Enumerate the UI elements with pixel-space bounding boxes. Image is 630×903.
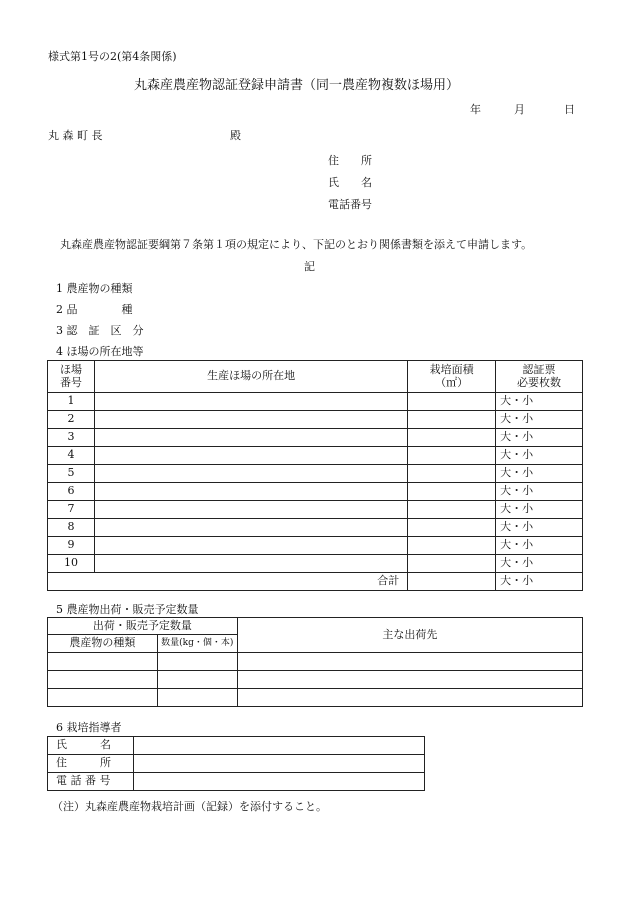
cert-size-cell[interactable]: 大・小	[496, 483, 583, 501]
table-row	[48, 483, 583, 501]
location-cell[interactable]	[94, 555, 407, 573]
item-crop-type: 1 農産物の種類	[56, 282, 133, 295]
row-number: 7	[48, 501, 95, 519]
cert-size-cell[interactable]: 大・小	[496, 447, 583, 465]
instructor-address-field[interactable]	[133, 755, 424, 773]
shipping-table	[47, 617, 583, 707]
row-number: 8	[48, 519, 95, 537]
row-number: 4	[48, 447, 95, 465]
footnote: （注）丸森産農産物栽培計画（記録）を添付すること。	[52, 800, 327, 813]
location-cell[interactable]	[94, 393, 407, 411]
crop-type-cell[interactable]	[48, 689, 158, 707]
table-row	[48, 447, 583, 465]
date-month-label: 月	[514, 103, 525, 116]
table-row	[48, 653, 583, 671]
instructor-phone-label: 電 話 番 号	[48, 773, 134, 791]
crop-type-cell[interactable]	[48, 653, 158, 671]
table-header-row	[48, 361, 583, 393]
table-row	[48, 689, 583, 707]
area-cell[interactable]	[408, 447, 496, 465]
instructor-table	[47, 736, 425, 791]
row-number: 2	[48, 411, 95, 429]
header-location: 生産ほ場の所在地	[94, 361, 407, 393]
row-number: 3	[48, 429, 95, 447]
item-cert-category: 3 認 証 区 分	[56, 324, 144, 337]
area-cell[interactable]	[408, 465, 496, 483]
cert-size-cell[interactable]: 大・小	[496, 519, 583, 537]
instructor-phone-field[interactable]	[133, 773, 424, 791]
intro-text: 丸森産農産物認証要綱第７条第１項の規定により、下記のとおり関係書類を添えて申請します。	[60, 238, 533, 251]
crop-type-header: 農産物の種類	[48, 635, 158, 653]
header-cert-count: 認証票 必要枚数	[496, 361, 583, 393]
header-field-no: ほ場 番号	[48, 361, 95, 393]
cert-size-cell[interactable]: 大・小	[496, 465, 583, 483]
quantity-cell[interactable]	[157, 653, 237, 671]
area-cell[interactable]	[408, 411, 496, 429]
destination-header: 主な出荷先	[237, 618, 582, 653]
form-number: 様式第1号の2(第4条関係)	[48, 50, 177, 63]
cert-size-cell[interactable]: 大・小	[496, 501, 583, 519]
applicant-name-label: 氏 名	[328, 176, 372, 189]
form-title: 丸森産農産物認証登録申請書（同一農産物複数ほ場用）	[134, 78, 460, 93]
total-row	[48, 573, 583, 591]
total-area-cell[interactable]	[408, 573, 496, 591]
row-number: 10	[48, 555, 95, 573]
row-number: 6	[48, 483, 95, 501]
table-row	[48, 671, 583, 689]
location-cell[interactable]	[94, 501, 407, 519]
area-cell[interactable]	[408, 393, 496, 411]
header-area: 栽培面積 （㎡）	[408, 361, 496, 393]
cert-size-cell[interactable]: 大・小	[496, 537, 583, 555]
date-year-label: 年	[470, 103, 481, 116]
destination-cell[interactable]	[237, 653, 582, 671]
applicant-phone-label: 電話番号	[328, 198, 372, 211]
total-cert-size-cell[interactable]: 大・小	[496, 573, 583, 591]
shipping-heading: 5 農産物出荷・販売予定数量	[56, 603, 199, 616]
quantity-header: 数量(kg・個・本)	[157, 635, 237, 653]
cert-size-cell[interactable]: 大・小	[496, 429, 583, 447]
location-cell[interactable]	[94, 519, 407, 537]
instructor-phone-row	[48, 773, 425, 791]
applicant-address-label: 住 所	[328, 154, 372, 167]
date-day-label: 日	[564, 103, 575, 116]
area-cell[interactable]	[408, 537, 496, 555]
table-row	[48, 393, 583, 411]
crop-type-cell[interactable]	[48, 671, 158, 689]
location-cell[interactable]	[94, 483, 407, 501]
location-cell[interactable]	[94, 447, 407, 465]
addressee-honorific: 殿	[230, 129, 241, 142]
cert-size-cell[interactable]: 大・小	[496, 555, 583, 573]
table-row	[48, 519, 583, 537]
shipping-header-row	[48, 618, 583, 635]
item-variety: 2 品 種	[56, 303, 133, 316]
cert-size-cell[interactable]: 大・小	[496, 411, 583, 429]
row-number: 9	[48, 537, 95, 555]
quantity-cell[interactable]	[157, 671, 237, 689]
instructor-address-label: 住 所	[48, 755, 134, 773]
table-row	[48, 537, 583, 555]
table-row	[48, 465, 583, 483]
shipping-group-header: 出荷・販売予定数量	[48, 618, 238, 635]
ki-marker: 記	[304, 260, 315, 273]
area-cell[interactable]	[408, 555, 496, 573]
instructor-heading: 6 栽培指導者	[56, 721, 122, 734]
location-cell[interactable]	[94, 429, 407, 447]
row-number: 5	[48, 465, 95, 483]
addressee-name: 丸 森 町 長	[48, 129, 103, 142]
instructor-name-row	[48, 737, 425, 755]
location-cell[interactable]	[94, 537, 407, 555]
instructor-name-label: 氏 名	[48, 737, 134, 755]
total-label: 合計	[48, 573, 408, 591]
location-cell[interactable]	[94, 411, 407, 429]
quantity-cell[interactable]	[157, 689, 237, 707]
table-row	[48, 411, 583, 429]
table-row	[48, 501, 583, 519]
instructor-name-field[interactable]	[133, 737, 424, 755]
area-cell[interactable]	[408, 519, 496, 537]
item-field-location: 4 ほ場の所在地等	[56, 345, 144, 358]
area-cell[interactable]	[408, 501, 496, 519]
field-location-table	[47, 360, 583, 591]
cert-size-cell[interactable]: 大・小	[496, 393, 583, 411]
table-row	[48, 555, 583, 573]
area-cell[interactable]	[408, 429, 496, 447]
destination-cell[interactable]	[237, 671, 582, 689]
location-cell[interactable]	[94, 465, 407, 483]
table-row	[48, 429, 583, 447]
instructor-address-row	[48, 755, 425, 773]
destination-cell[interactable]	[237, 689, 582, 707]
row-number: 1	[48, 393, 95, 411]
area-cell[interactable]	[408, 483, 496, 501]
